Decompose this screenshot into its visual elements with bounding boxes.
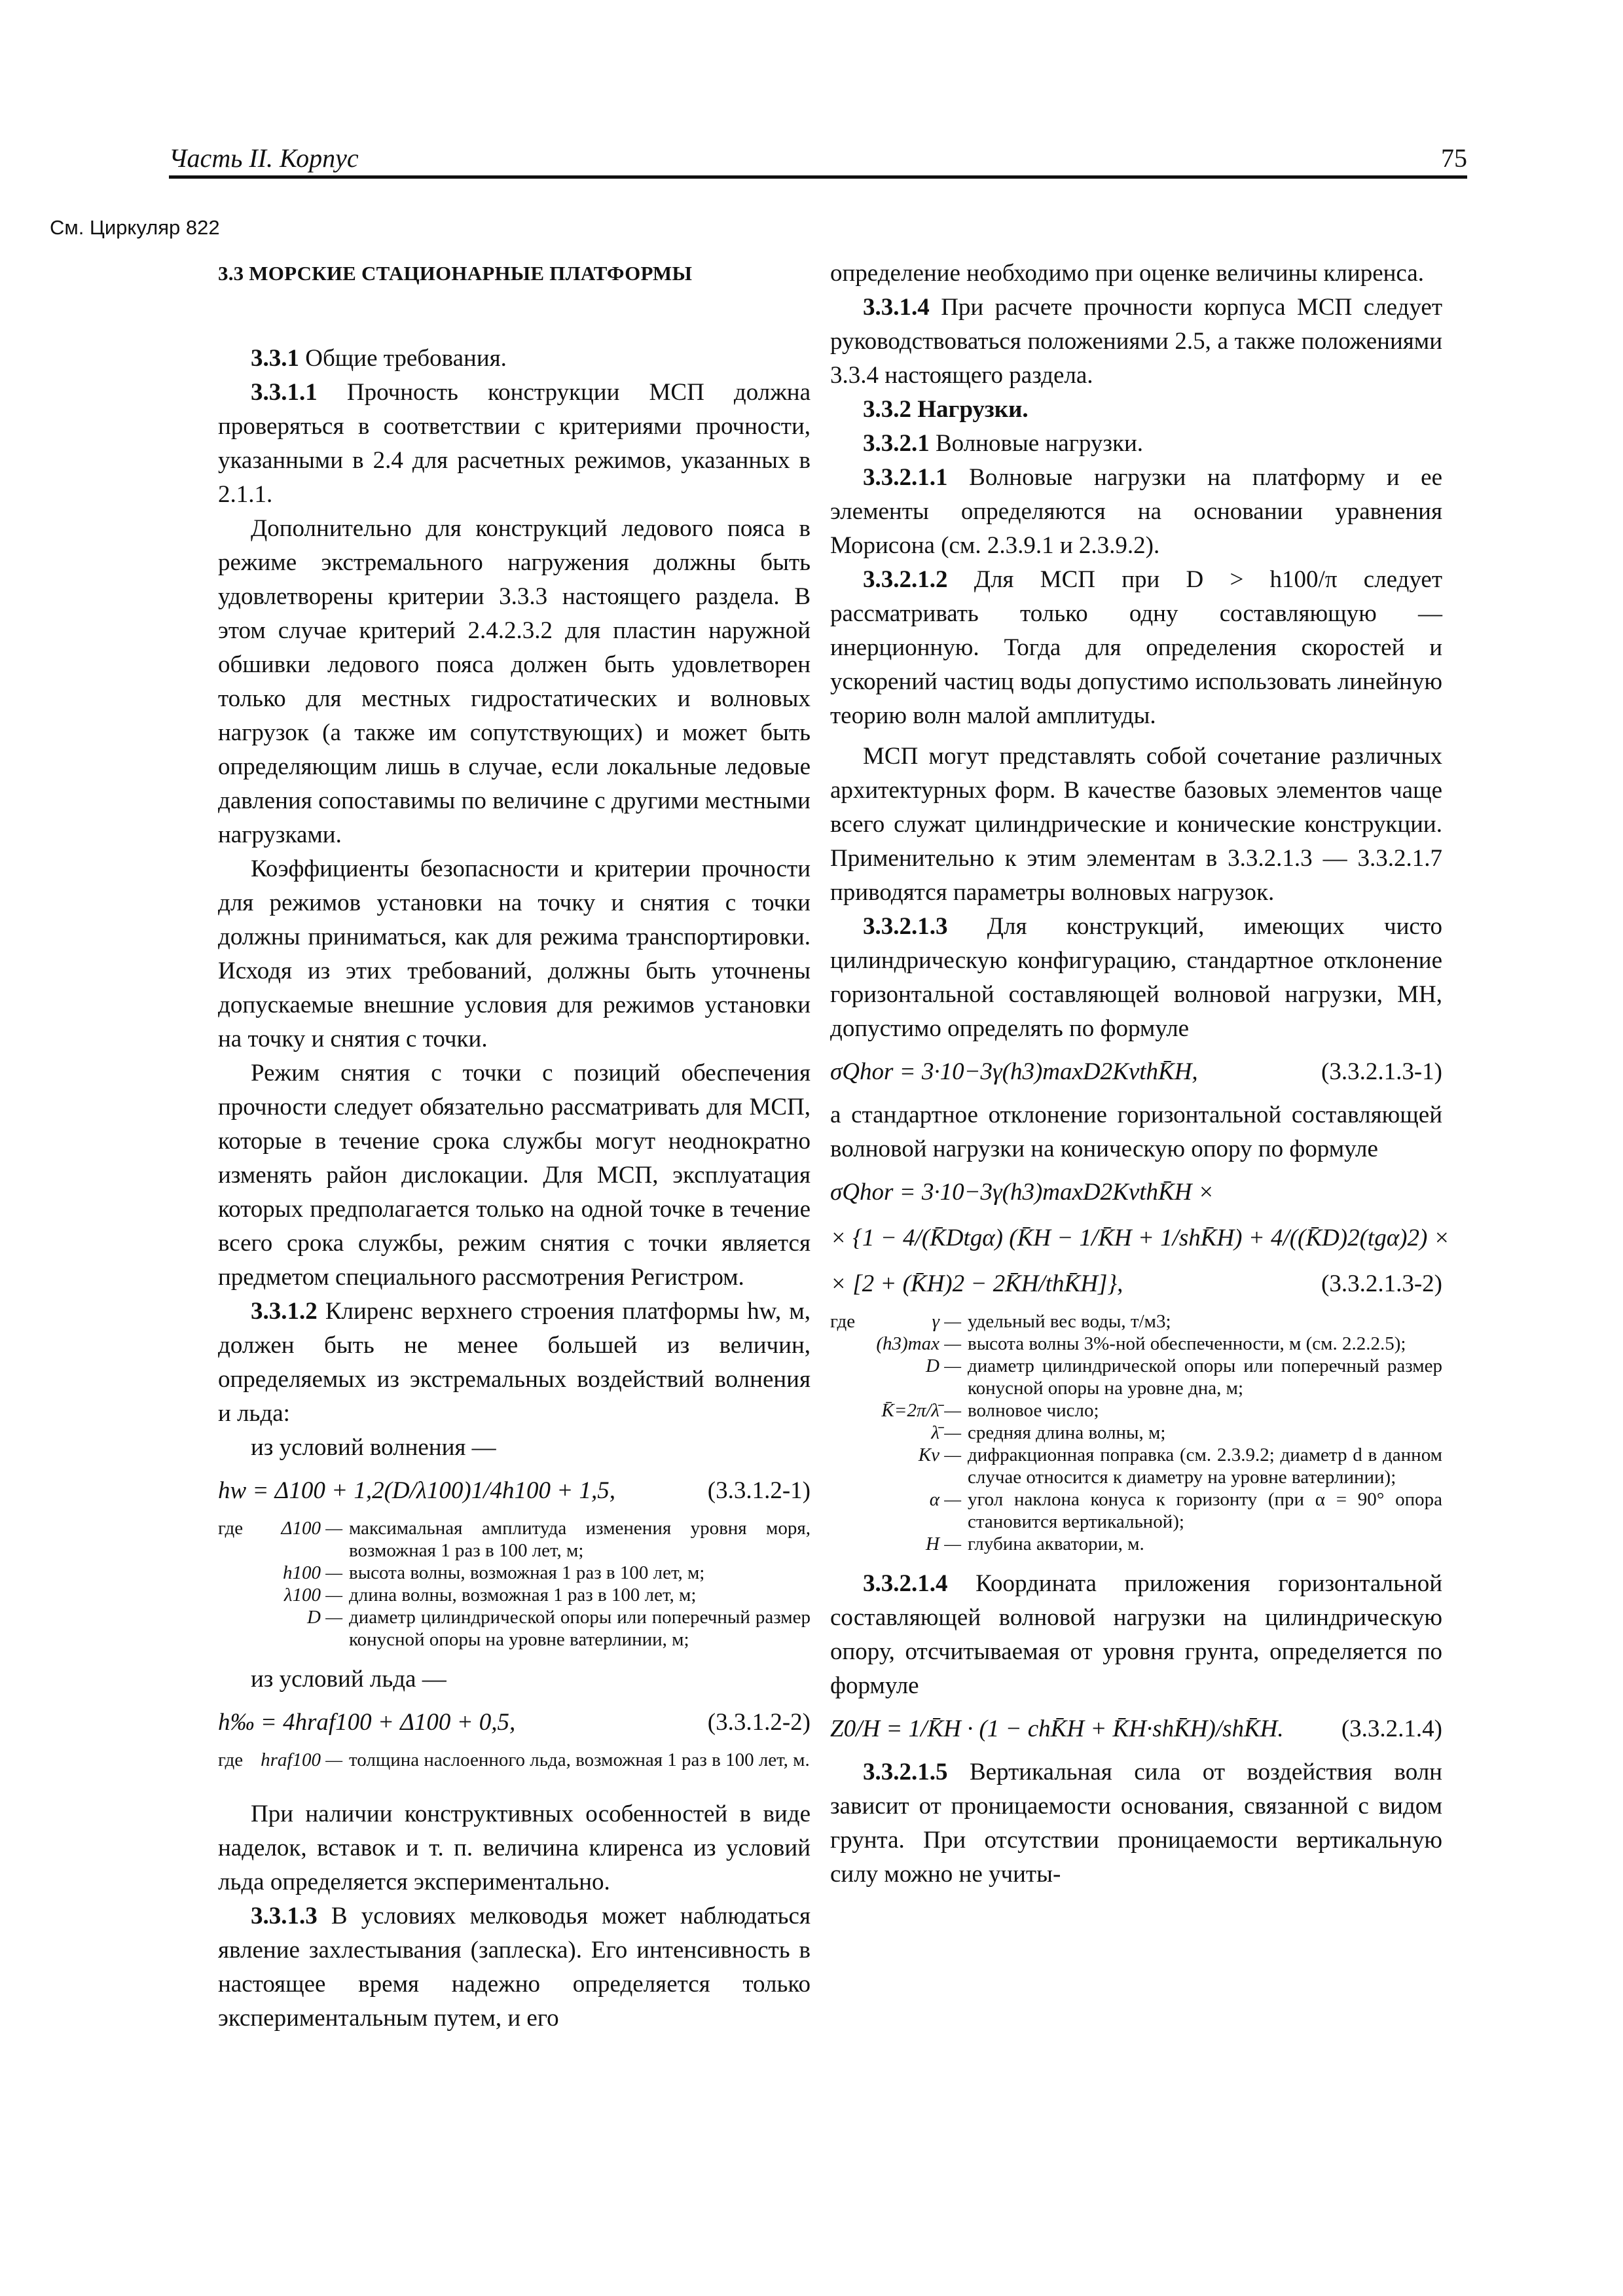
header-rule xyxy=(169,175,1467,179)
clause-number: 3.3.1 xyxy=(251,345,299,372)
formula-3-3-2-1-3-2-line-1 xyxy=(830,1175,1442,1212)
margin-note: См. Циркуляр 822 xyxy=(50,216,220,239)
legend-row xyxy=(218,1606,811,1651)
paragraph-3-3-2-1-1 xyxy=(830,461,1442,563)
legend-block xyxy=(218,1517,811,1651)
clause-heading: Нагрузки. xyxy=(911,396,1029,423)
paragraph-text: Волновые нагрузки на платформу и ее элементы определяются на основании уравнения Морисона (см. 2.3.9.1 и 2.3.9.2). xyxy=(830,464,1442,559)
paragraph-text: определение необходимо при оценке величины клиренса. xyxy=(830,260,1424,287)
paragraph-text: Клиренс верхнего строения платформы hw, м, должен быть не менее большей из величин, определяемых из экстремальных воздействий волнения и льда: xyxy=(218,1298,811,1427)
paragraph-3-3-1-4 xyxy=(830,291,1442,393)
legend-symbol: λ100 — xyxy=(283,1585,342,1605)
clause-number: 3.3.1.1 xyxy=(251,379,318,406)
paragraph-text: МСП могут представлять собой сочетание различных архитектурных форм. В качестве базовых элементов чаще всего служат цилиндрические и конические конструкции. Применительно к этим элементам в 3.3.2.1.3 — 3.3.2.1.7 приводятся параметры волновых нагрузок. xyxy=(830,743,1442,906)
formula-expression: × {1 − 4/(K̄Dtgα) (K̄H − 1/K̄H + 1/shK̄H) + 4/((K̄D)2(tgα)2) × xyxy=(830,1225,1450,1251)
legend-text: средняя длина волны, м; xyxy=(968,1422,1166,1443)
legend-text: дифракционная поправка (см. 2.3.9.2; диаметр d в данном случае относится к диаметру на уровне ватерлинии); xyxy=(968,1444,1442,1488)
clause-number: 3.3.2.1.1 xyxy=(863,464,948,491)
legend-symbol: Kv — xyxy=(918,1444,961,1465)
clause-number: 3.3.1.3 xyxy=(251,1903,318,1929)
formula-expression: σQhor = 3·10−3γ(h3)maxD2KvthK̄H × xyxy=(830,1179,1214,1206)
legend-symbol: hraf100 — xyxy=(261,1749,342,1770)
legend-text: максимальная амплитуда изменения уровня моря, возможная 1 раз в 100 лет, м; xyxy=(349,1518,811,1561)
paragraph-3-3-2-1-4 xyxy=(830,1567,1442,1703)
legend-row xyxy=(830,1355,1442,1399)
clause-number: 3.3.2.1.5 xyxy=(863,1759,948,1785)
legend-row xyxy=(218,1562,811,1584)
section-title: 3.3 МОРСКИЕ СТАЦИОНАРНЫЕ ПЛАТФОРМЫ xyxy=(218,262,693,285)
paragraph-3-3-2-1 xyxy=(830,427,1442,461)
clause-heading: Волновые нагрузки. xyxy=(929,430,1144,457)
legend-symbol: K̄=2π/λ̄ — xyxy=(881,1400,961,1421)
legend-symbol: D — xyxy=(926,1355,961,1376)
spacer xyxy=(218,1783,811,1797)
paragraph-3-3-1 xyxy=(218,342,811,376)
clause-number: 3.3.2.1.2 xyxy=(863,566,948,593)
legend-text: высота волны, возможная 1 раз в 100 лет, м; xyxy=(349,1562,705,1583)
clause-number: 3.3.2 xyxy=(863,396,911,423)
legend-block xyxy=(830,1310,1442,1555)
legend-row xyxy=(218,1517,811,1562)
running-title: Часть II. Корпус xyxy=(169,143,359,173)
formula-expression: Z0/H = 1/K̄H · (1 − chK̄H + K̄H·shK̄H)/shK̄H. xyxy=(830,1715,1284,1742)
legend-where-word: где xyxy=(218,1749,244,1770)
formula-number: (3.3.1.2-2) xyxy=(707,1709,811,1736)
paragraph-3-3-1-3 xyxy=(218,1899,811,2036)
paragraph-text: Прочность конструкции МСП должна проверяться в соответствии с критериями прочности, указанными в 2.4 для расчетных режимов, указанных в 2.1.1. xyxy=(218,379,811,508)
formula-3-3-2-1-3-2-line-3 xyxy=(830,1267,1442,1304)
legend-where-word: где xyxy=(830,1311,856,1332)
page-number: 75 xyxy=(1441,143,1467,173)
paragraph-3-3-1-2 xyxy=(218,1295,811,1431)
legend-text: удельный вес воды, т/м3; xyxy=(968,1311,1171,1332)
legend-block xyxy=(218,1749,811,1771)
formula-number: (3.3.2.1.3-1) xyxy=(1321,1058,1442,1085)
formula-3-3-2-1-3-2-line-2 xyxy=(830,1221,1450,1258)
formula-number: (3.3.2.1.3-2) xyxy=(1321,1270,1442,1297)
formula-3-3-2-1-3-1 xyxy=(830,1055,1442,1092)
legend-text: глубина акватории, м. xyxy=(968,1534,1144,1554)
clause-number: 3.3.1.2 xyxy=(251,1298,318,1325)
clause-heading: Общие требования. xyxy=(299,345,507,372)
legend-text: длина волны, возможная 1 раз в 100 лет, м; xyxy=(349,1585,697,1605)
legend-symbol: (h3)max — xyxy=(876,1333,961,1354)
paragraph-text: В условиях мелководья может наблюдаться явление захлестывания (заплеска). Его интенсивность в настоящее время надежно определяется только экспериментальным путем, и его xyxy=(218,1903,811,2032)
clause-number: 3.3.2.1.3 xyxy=(863,913,948,940)
clause-number: 3.3.2.1.4 xyxy=(863,1570,948,1597)
legend-where-word: где xyxy=(218,1518,244,1539)
legend-symbol: h100 — xyxy=(282,1562,342,1583)
formula-number: (3.3.2.1.4) xyxy=(1341,1715,1442,1742)
legend-text: диаметр цилиндрической опоры или поперечный размер конусной опоры на уровне дна, м; xyxy=(968,1355,1442,1399)
paragraph-text: из условий волнения — xyxy=(251,1434,496,1461)
paragraph-text: Дополнительно для конструкций ледового пояса в режиме экстремального нагружения должны быть удовлетворены критерии 3.3.3 настоящего раздела. В этом случае критерий 2.4.2.3.2 для пластин наружной обшивки ледового пояса должен быть удовлетворен только для местных гидростатических и волновых нагрузок (а также им сопутствующих) и может быть определяющим лишь в случае, если локальные ледовые давления сопоставимы по величине с другими местными нагрузками. xyxy=(218,515,811,848)
paragraph-text: из условий льда — xyxy=(251,1666,447,1693)
paragraph-text: При расчете прочности корпуса МСП следует руководствоваться положениями 2.5, а также положениями 3.3.4 настоящего раздела. xyxy=(830,294,1442,389)
legend-row xyxy=(830,1533,1442,1555)
legend-row xyxy=(830,1444,1442,1488)
legend-row xyxy=(830,1422,1442,1444)
legend-row xyxy=(830,1488,1442,1533)
legend-symbol: D — xyxy=(307,1607,342,1628)
formula-expression: hw = Δ100 + 1,2(D/λ100)1/4h100 + 1,5, xyxy=(218,1477,615,1504)
paragraph-3-3-1-1 xyxy=(218,376,811,512)
paragraph-3-3-2-1-5 xyxy=(830,1755,1442,1892)
formula-3-3-1-2-1 xyxy=(218,1474,811,1511)
legend-text: угол наклона конуса к горизонту (при α = 90° опора становится вертикальной); xyxy=(968,1489,1442,1532)
paragraph-text: Для конструкций, имеющих чисто цилиндрическую конфигурацию, стандартное отклонение горизонтальной составляющей волновой нагрузки, МН, допустимо определять по формуле xyxy=(830,913,1442,1042)
paragraph-text: а стандартное отклонение горизонтальной составляющей волновой нагрузки на коническую опору по формуле xyxy=(830,1102,1442,1162)
legend-row xyxy=(218,1584,811,1606)
paragraph-text: Коэффициенты безопасности и критерии прочности для режимов установки на точку и снятия с точки должны приниматься, как для режима транспортировки. Исходя из этих требований, должны быть уточнены допускаемые внешние условия для режимов установки на точку и снятия с точки. xyxy=(218,855,811,1052)
left-column xyxy=(218,257,811,2036)
paragraph-3-3-2 xyxy=(830,393,1442,427)
paragraph-text: Режим снятия с точки с позиций обеспечения прочности следует обязательно рассматривать для МСП, которые в течение срока службы могут неоднократно изменять район дислокации. Для МСП, эксплуатация которых предполагается только на одной точке в течение всего срока службы, режим снятия с точки является предметом специального рассмотрения Регистром. xyxy=(218,1060,811,1291)
legend-symbol: α — xyxy=(929,1489,961,1510)
legend-symbol: H — xyxy=(926,1534,961,1554)
legend-symbol: γ — xyxy=(932,1311,961,1332)
formula-expression: h‰ = 4hraf100 + Δ100 + 0,5, xyxy=(218,1709,516,1736)
legend-row xyxy=(830,1333,1442,1355)
legend-row xyxy=(830,1399,1442,1422)
paragraph-text: При наличии конструктивных особенностей в виде наделок, вставок и т. п. величина клиренса из условий льда определяется экспериментально. xyxy=(218,1801,811,1895)
formula-number: (3.3.1.2-1) xyxy=(707,1477,811,1504)
paragraph-text: Вертикальная сила от воздействия волн зависит от проницаемости основания, связанной с видом грунта. При отсутствии проницаемости вертикальную силу можно не учиты- xyxy=(830,1759,1442,1888)
legend-symbol: λ̄ — xyxy=(931,1422,961,1443)
right-column xyxy=(830,257,1450,1892)
paragraph-text: Координата приложения горизонтальной составляющей волновой нагрузки на цилиндрическую опору, отсчитываемая от уровня грунта, определяется по формуле xyxy=(830,1570,1442,1699)
clause-number: 3.3.1.4 xyxy=(863,294,930,321)
formula-3-3-2-1-4 xyxy=(830,1712,1442,1749)
paragraph-text: Для МСП при D > h100/π следует рассматривать только одну составляющую — инерционную. Тогда для определения скоростей и ускорений частиц воды допустимо использовать линейную теорию волн малой амплитуды. xyxy=(830,566,1442,729)
legend-text: волновое число; xyxy=(968,1400,1099,1421)
legend-row xyxy=(830,1310,1442,1333)
paragraph-3-3-2-1-3 xyxy=(830,910,1442,1046)
legend-symbol: Δ100 — xyxy=(281,1518,342,1539)
formula-expression: σQhor = 3·10−3γ(h3)maxD2KvthK̄H, xyxy=(830,1058,1198,1085)
formula-expression: × [2 + (K̄H)2 − 2K̄H/thK̄H]}, xyxy=(830,1270,1123,1297)
legend-text: толщина наслоенного льда, возможная 1 раз в 100 лет, м. xyxy=(349,1749,810,1770)
legend-text: высота волны 3%-ной обеспеченности, м (см. 2.2.2.5); xyxy=(968,1333,1406,1354)
spacer xyxy=(830,733,1442,740)
clause-number: 3.3.2.1 xyxy=(863,430,930,457)
legend-text: диаметр цилиндрической опоры или поперечный размер конусной опоры на уровне ватерлинии, м; xyxy=(349,1607,811,1650)
legend-row xyxy=(218,1749,811,1771)
formula-3-3-1-2-2 xyxy=(218,1706,811,1742)
paragraph-3-3-2-1-2 xyxy=(830,563,1442,733)
